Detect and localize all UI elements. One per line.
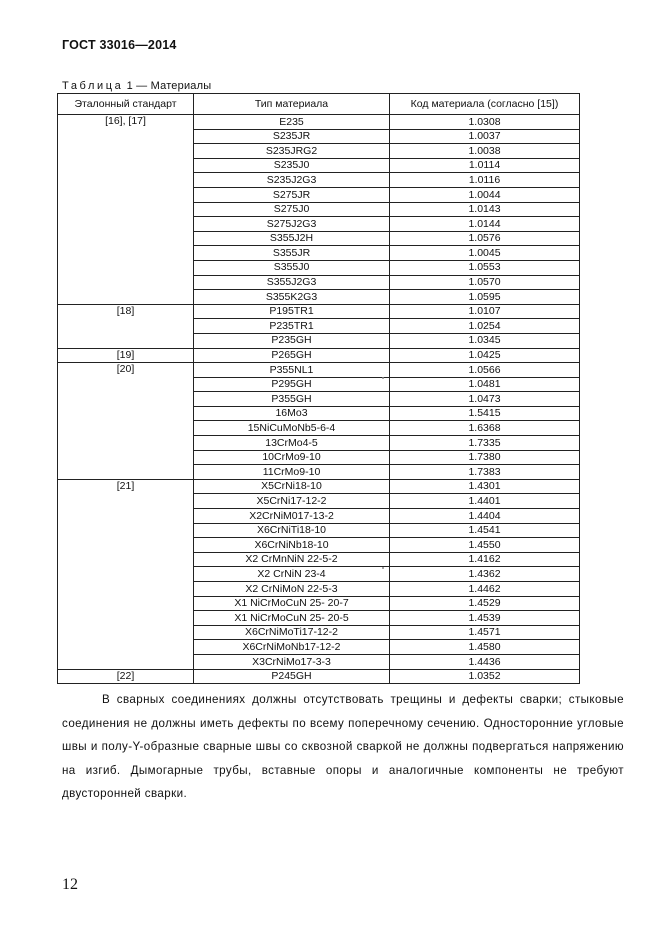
material-code-cell: 1.4401 <box>390 494 580 509</box>
material-type-cell: 13CrMo4-5 <box>194 436 390 451</box>
material-type-cell: 16Mo3 <box>194 406 390 421</box>
material-code-cell: 1.0107 <box>390 304 580 319</box>
table-caption <box>62 80 211 92</box>
material-type-cell: P265GH <box>194 348 390 363</box>
material-code-cell: 1.7335 <box>390 436 580 451</box>
material-code-cell: 1.0114 <box>390 158 580 173</box>
material-type-cell: 10CrMo9-10 <box>194 450 390 465</box>
material-code-cell: 1.0038 <box>390 144 580 159</box>
table-row <box>58 479 580 494</box>
material-code-cell: 1.0037 <box>390 129 580 144</box>
paragraph-text: В сварных соединениях должны отсутствовать трещины и дефекты сварки; стыковые соединения не должны иметь дефекты по всему поперечному сечению. Односторонние угловые швы и полу-Y-образные сварные швы со сквозной сваркой не должны подвергаться напряжению на изгиб. Дымогарные трубы, вставные опоры и аналогичные компоненты не требуют двусторонней сварки. <box>62 693 624 801</box>
column-header-material-code: Код материала (согласно [15]) <box>390 94 580 115</box>
material-type-cell: S235J0 <box>194 158 390 173</box>
material-code-cell: 1.4436 <box>390 654 580 669</box>
material-type-cell: X2 CrNiN 23-4 <box>194 567 390 582</box>
material-code-cell: 1.4541 <box>390 523 580 538</box>
table-caption-prefix: Таблица <box>62 80 124 92</box>
material-code-cell: 1.4462 <box>390 582 580 597</box>
materials-table <box>57 93 580 684</box>
material-type-cell: S355J2G3 <box>194 275 390 290</box>
material-type-cell: S355J0 <box>194 260 390 275</box>
materials-table-body <box>58 115 580 684</box>
material-code-cell: 1.0425 <box>390 348 580 363</box>
reference-standard-cell: [16], [17] <box>58 115 194 305</box>
material-type-cell: X6CrNiMoNb17-12-2 <box>194 640 390 655</box>
material-type-cell: X5CrNi17-12-2 <box>194 494 390 509</box>
table-caption-title: 1 — Материалы <box>123 80 212 92</box>
material-type-cell: S275J2G3 <box>194 217 390 232</box>
material-code-cell: 1.0254 <box>390 319 580 334</box>
material-type-cell: S355JR <box>194 246 390 261</box>
material-type-cell: S235J2G3 <box>194 173 390 188</box>
material-type-cell: S275JR <box>194 187 390 202</box>
scan-speck <box>382 377 384 379</box>
material-type-cell: 15NiCuMoNb5-6-4 <box>194 421 390 436</box>
material-code-cell: 1.0566 <box>390 363 580 378</box>
material-code-cell: 1.0481 <box>390 377 580 392</box>
material-code-cell: 1.5415 <box>390 406 580 421</box>
document-code-header: ГОСТ 33016—2014 <box>62 38 177 52</box>
material-type-cell: X6CrNiNb18-10 <box>194 538 390 553</box>
reference-standard-cell: [19] <box>58 348 194 363</box>
material-type-cell: E235 <box>194 115 390 130</box>
material-code-cell: 1.0044 <box>390 187 580 202</box>
material-type-cell: P245GH <box>194 669 390 684</box>
material-type-cell: X1 NiCrMoCuN 25- 20-5 <box>194 611 390 626</box>
table-header-row <box>58 94 580 115</box>
material-code-cell: 1.4539 <box>390 611 580 626</box>
material-type-cell: S235JR <box>194 129 390 144</box>
material-type-cell: X1 NiCrMoCuN 25- 20-7 <box>194 596 390 611</box>
table-row <box>58 363 580 378</box>
reference-standard-cell: [20] <box>58 363 194 480</box>
material-code-cell: 1.4162 <box>390 552 580 567</box>
material-code-cell: 1.0595 <box>390 290 580 305</box>
material-type-cell: 11CrMo9-10 <box>194 465 390 480</box>
material-code-cell: 1.0576 <box>390 231 580 246</box>
reference-standard-cell: [18] <box>58 304 194 348</box>
table-row <box>58 304 580 319</box>
material-type-cell: X5CrNi18-10 <box>194 479 390 494</box>
material-type-cell: P235TR1 <box>194 319 390 334</box>
material-code-cell: 1.0308 <box>390 115 580 130</box>
material-code-cell: 1.0553 <box>390 260 580 275</box>
material-code-cell: 1.0570 <box>390 275 580 290</box>
material-type-cell: S355J2H <box>194 231 390 246</box>
material-type-cell: S355K2G3 <box>194 290 390 305</box>
table-row <box>58 669 580 684</box>
scan-speck <box>382 567 384 569</box>
material-code-cell: 1.4529 <box>390 596 580 611</box>
material-type-cell: P235GH <box>194 333 390 348</box>
material-type-cell: X2CrNiM017-13-2 <box>194 509 390 524</box>
page-number: 12 <box>62 876 78 893</box>
material-code-cell: 1.0116 <box>390 173 580 188</box>
column-header-material-type: Тип материала <box>194 94 390 115</box>
material-type-cell: S275J0 <box>194 202 390 217</box>
material-code-cell: 1.4550 <box>390 538 580 553</box>
material-code-cell: 1.0143 <box>390 202 580 217</box>
material-code-cell: 1.4580 <box>390 640 580 655</box>
material-type-cell: X6CrNiMoTi17-12-2 <box>194 625 390 640</box>
material-code-cell: 1.7383 <box>390 465 580 480</box>
material-type-cell: P195TR1 <box>194 304 390 319</box>
material-type-cell: X6CrNiTi18-10 <box>194 523 390 538</box>
material-code-cell: 1.4404 <box>390 509 580 524</box>
material-code-cell: 1.0345 <box>390 333 580 348</box>
material-type-cell: S235JRG2 <box>194 144 390 159</box>
material-code-cell: 1.4362 <box>390 567 580 582</box>
material-code-cell: 1.0352 <box>390 669 580 684</box>
material-code-cell: 1.0144 <box>390 217 580 232</box>
material-code-cell: 1.4571 <box>390 625 580 640</box>
material-code-cell: 1.6368 <box>390 421 580 436</box>
material-type-cell: P355GH <box>194 392 390 407</box>
material-code-cell: 1.4301 <box>390 479 580 494</box>
material-type-cell: X2 CrMnNiN 22-5-2 <box>194 552 390 567</box>
material-type-cell: P355NL1 <box>194 363 390 378</box>
table-row <box>58 348 580 363</box>
reference-standard-cell: [22] <box>58 669 194 684</box>
welding-requirements-paragraph <box>62 688 624 806</box>
reference-standard-cell: [21] <box>58 479 194 669</box>
material-code-cell: 1.0473 <box>390 392 580 407</box>
material-type-cell: X3CrNiMo17-3-3 <box>194 654 390 669</box>
material-type-cell: P295GH <box>194 377 390 392</box>
material-code-cell: 1.0045 <box>390 246 580 261</box>
column-header-standard: Эталонный стандарт <box>58 94 194 115</box>
table-row <box>58 115 580 130</box>
material-code-cell: 1.7380 <box>390 450 580 465</box>
material-type-cell: X2 CrNiMoN 22-5-3 <box>194 582 390 597</box>
